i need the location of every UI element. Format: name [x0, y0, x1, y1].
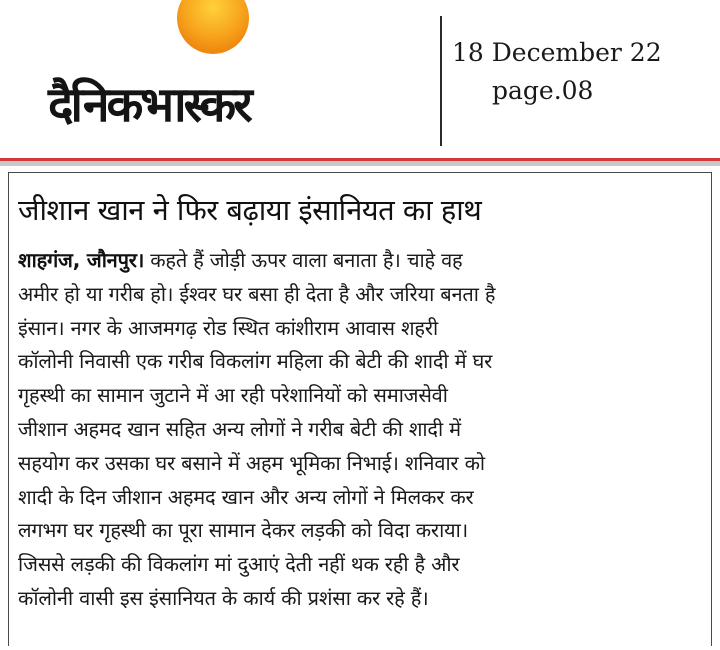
article-line: जिससे लड़की की विकलांग मां दुआएं देती नहीं थक रही है और [18, 552, 460, 577]
issue-page-number: page.08 [492, 76, 594, 105]
article-line-text: कहते हैं जोड़ी ऊपर वाला बनाता है। चाहे वह [144, 248, 463, 272]
article-dateline: शाहगंज, जौनपुर। [18, 248, 145, 272]
article-line: कॉलोनी वासी इस इंसानियत के कार्य की प्रशंसा कर रहे हैं। [18, 585, 429, 610]
article-line: गृहस्थी का सामान जुटाने में आ रही परेशानियों को समाजसेवी [18, 383, 448, 408]
article-line: जीशान अहमद खान सहित अन्य लोगों ने गरीब बेटी की शादी में [18, 416, 461, 441]
article-line [18, 244, 708, 278]
issue-date: 18 December 22 [452, 38, 662, 67]
masthead-divider [440, 16, 442, 146]
article-line: अमीर हो या गरीब हो। ईश्वर घर बसा ही देता है और जरिया बनता है [18, 281, 496, 306]
article-body [18, 244, 708, 616]
article-line: कॉलोनी निवासी एक गरीब विकलांग महिला की बेटी की शादी में घर [18, 349, 493, 374]
masthead-rule-gray [0, 161, 720, 166]
article-headline: जीशान खान ने फिर बढ़ाया इंसानियत का हाथ [18, 193, 482, 227]
article-line: इंसान। नगर के आजमगढ़ रोड स्थित कांशीराम आवास शहरी [18, 315, 438, 340]
sun-logo-icon [176, 0, 250, 56]
article-line: सहयोग कर उसका घर बसाने में अहम भूमिका निभाई। शनिवार को [18, 450, 485, 475]
newspaper-name: दैनिकभास्कर [48, 77, 250, 133]
masthead [0, 0, 720, 160]
article-line: शादी के दिन जीशान अहमद खान और अन्य लोगों ने मिलकर कर [18, 484, 474, 509]
article-line: लगभग घर गृहस्थी का पूरा सामान देकर लड़की को विदा कराया। [18, 518, 469, 543]
